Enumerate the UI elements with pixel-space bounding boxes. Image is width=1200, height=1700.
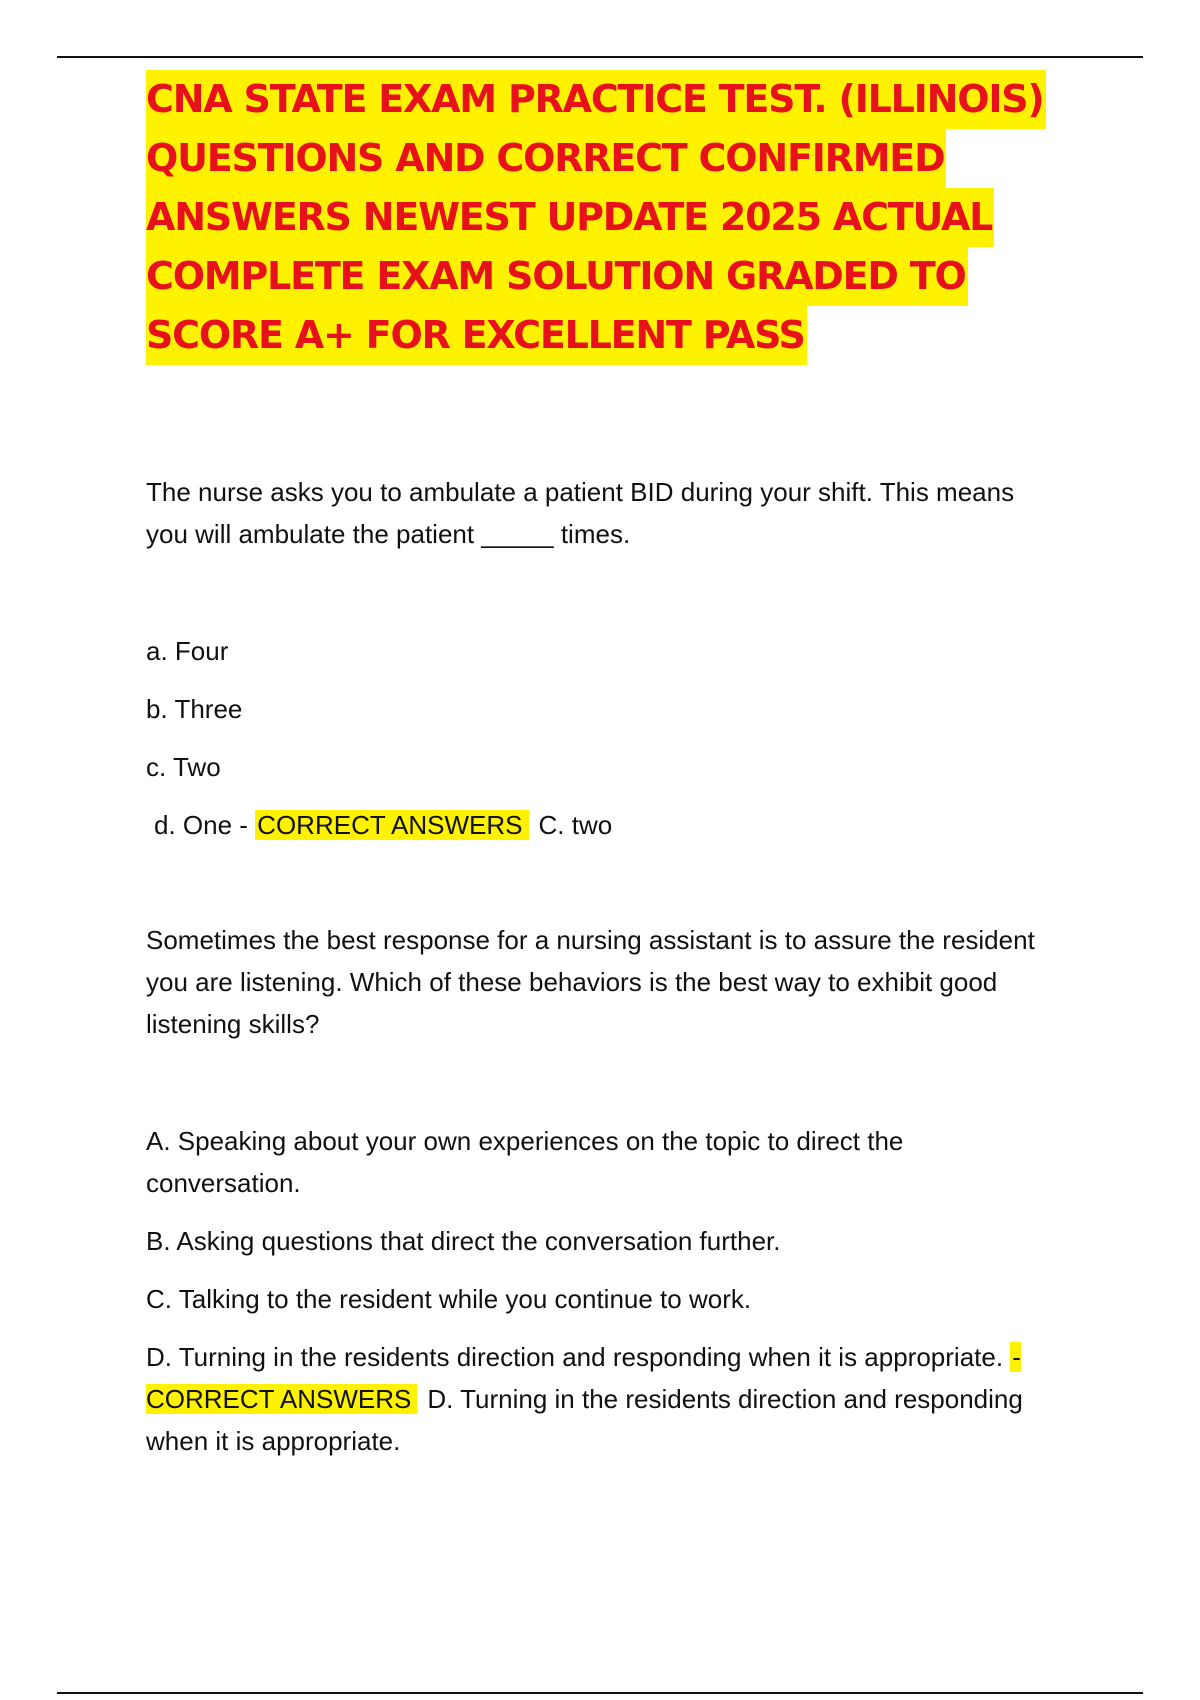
option-item: a. Four <box>146 636 229 666</box>
top-rule <box>57 56 1143 58</box>
option-item: b. Three <box>146 694 243 724</box>
question-2-options <box>146 1120 1046 1462</box>
title-line: COMPLETE EXAM SOLUTION GRADED TO <box>146 247 968 306</box>
bottom-rule <box>57 1692 1143 1694</box>
option-item-with-answer <box>146 804 1046 846</box>
title-line: CNA STATE EXAM PRACTICE TEST. (ILLINOIS) <box>146 70 1046 129</box>
option-text: d. One - <box>154 810 248 840</box>
title-line: ANSWERS NEWEST UPDATE 2025 ACTUAL <box>146 188 994 247</box>
option-item-with-answer <box>146 1336 1046 1462</box>
correct-answer-label: - CORRECT ANSWERS <box>146 1342 1021 1414</box>
correct-answer-label: CORRECT ANSWERS <box>255 810 528 840</box>
title-line: QUESTIONS AND CORRECT CONFIRMED <box>146 129 946 188</box>
question-1-options <box>146 630 1046 846</box>
document-title <box>146 70 1046 365</box>
title-line: SCORE A+ FOR EXCELLENT PASS <box>146 306 807 365</box>
option-text: D. Turning in the residents direction and responding when it is appropriate. <box>146 1342 1004 1372</box>
correct-answer-value: D. Turning in the residents direction and responding when it is appropriate. <box>146 1384 1023 1456</box>
document-page <box>146 70 1046 1478</box>
question-2-text: Sometimes the best response for a nursing assistant is to assure the resident you are listening. Which of these behaviors is the best way to exhibit good listening skills? <box>146 925 1035 1039</box>
question-1-text: The nurse asks you to ambulate a patient BID during your shift. This means you will ambulate the patient _____ times. <box>146 477 1015 549</box>
option-item: B. Asking questions that direct the conversation further. <box>146 1226 781 1256</box>
option-item: A. Speaking about your own experiences on the topic to direct the conversation. <box>146 1126 904 1198</box>
option-item: C. Talking to the resident while you continue to work. <box>146 1284 752 1314</box>
option-item: c. Two <box>146 752 221 782</box>
correct-answer-value: C. two <box>538 810 613 840</box>
